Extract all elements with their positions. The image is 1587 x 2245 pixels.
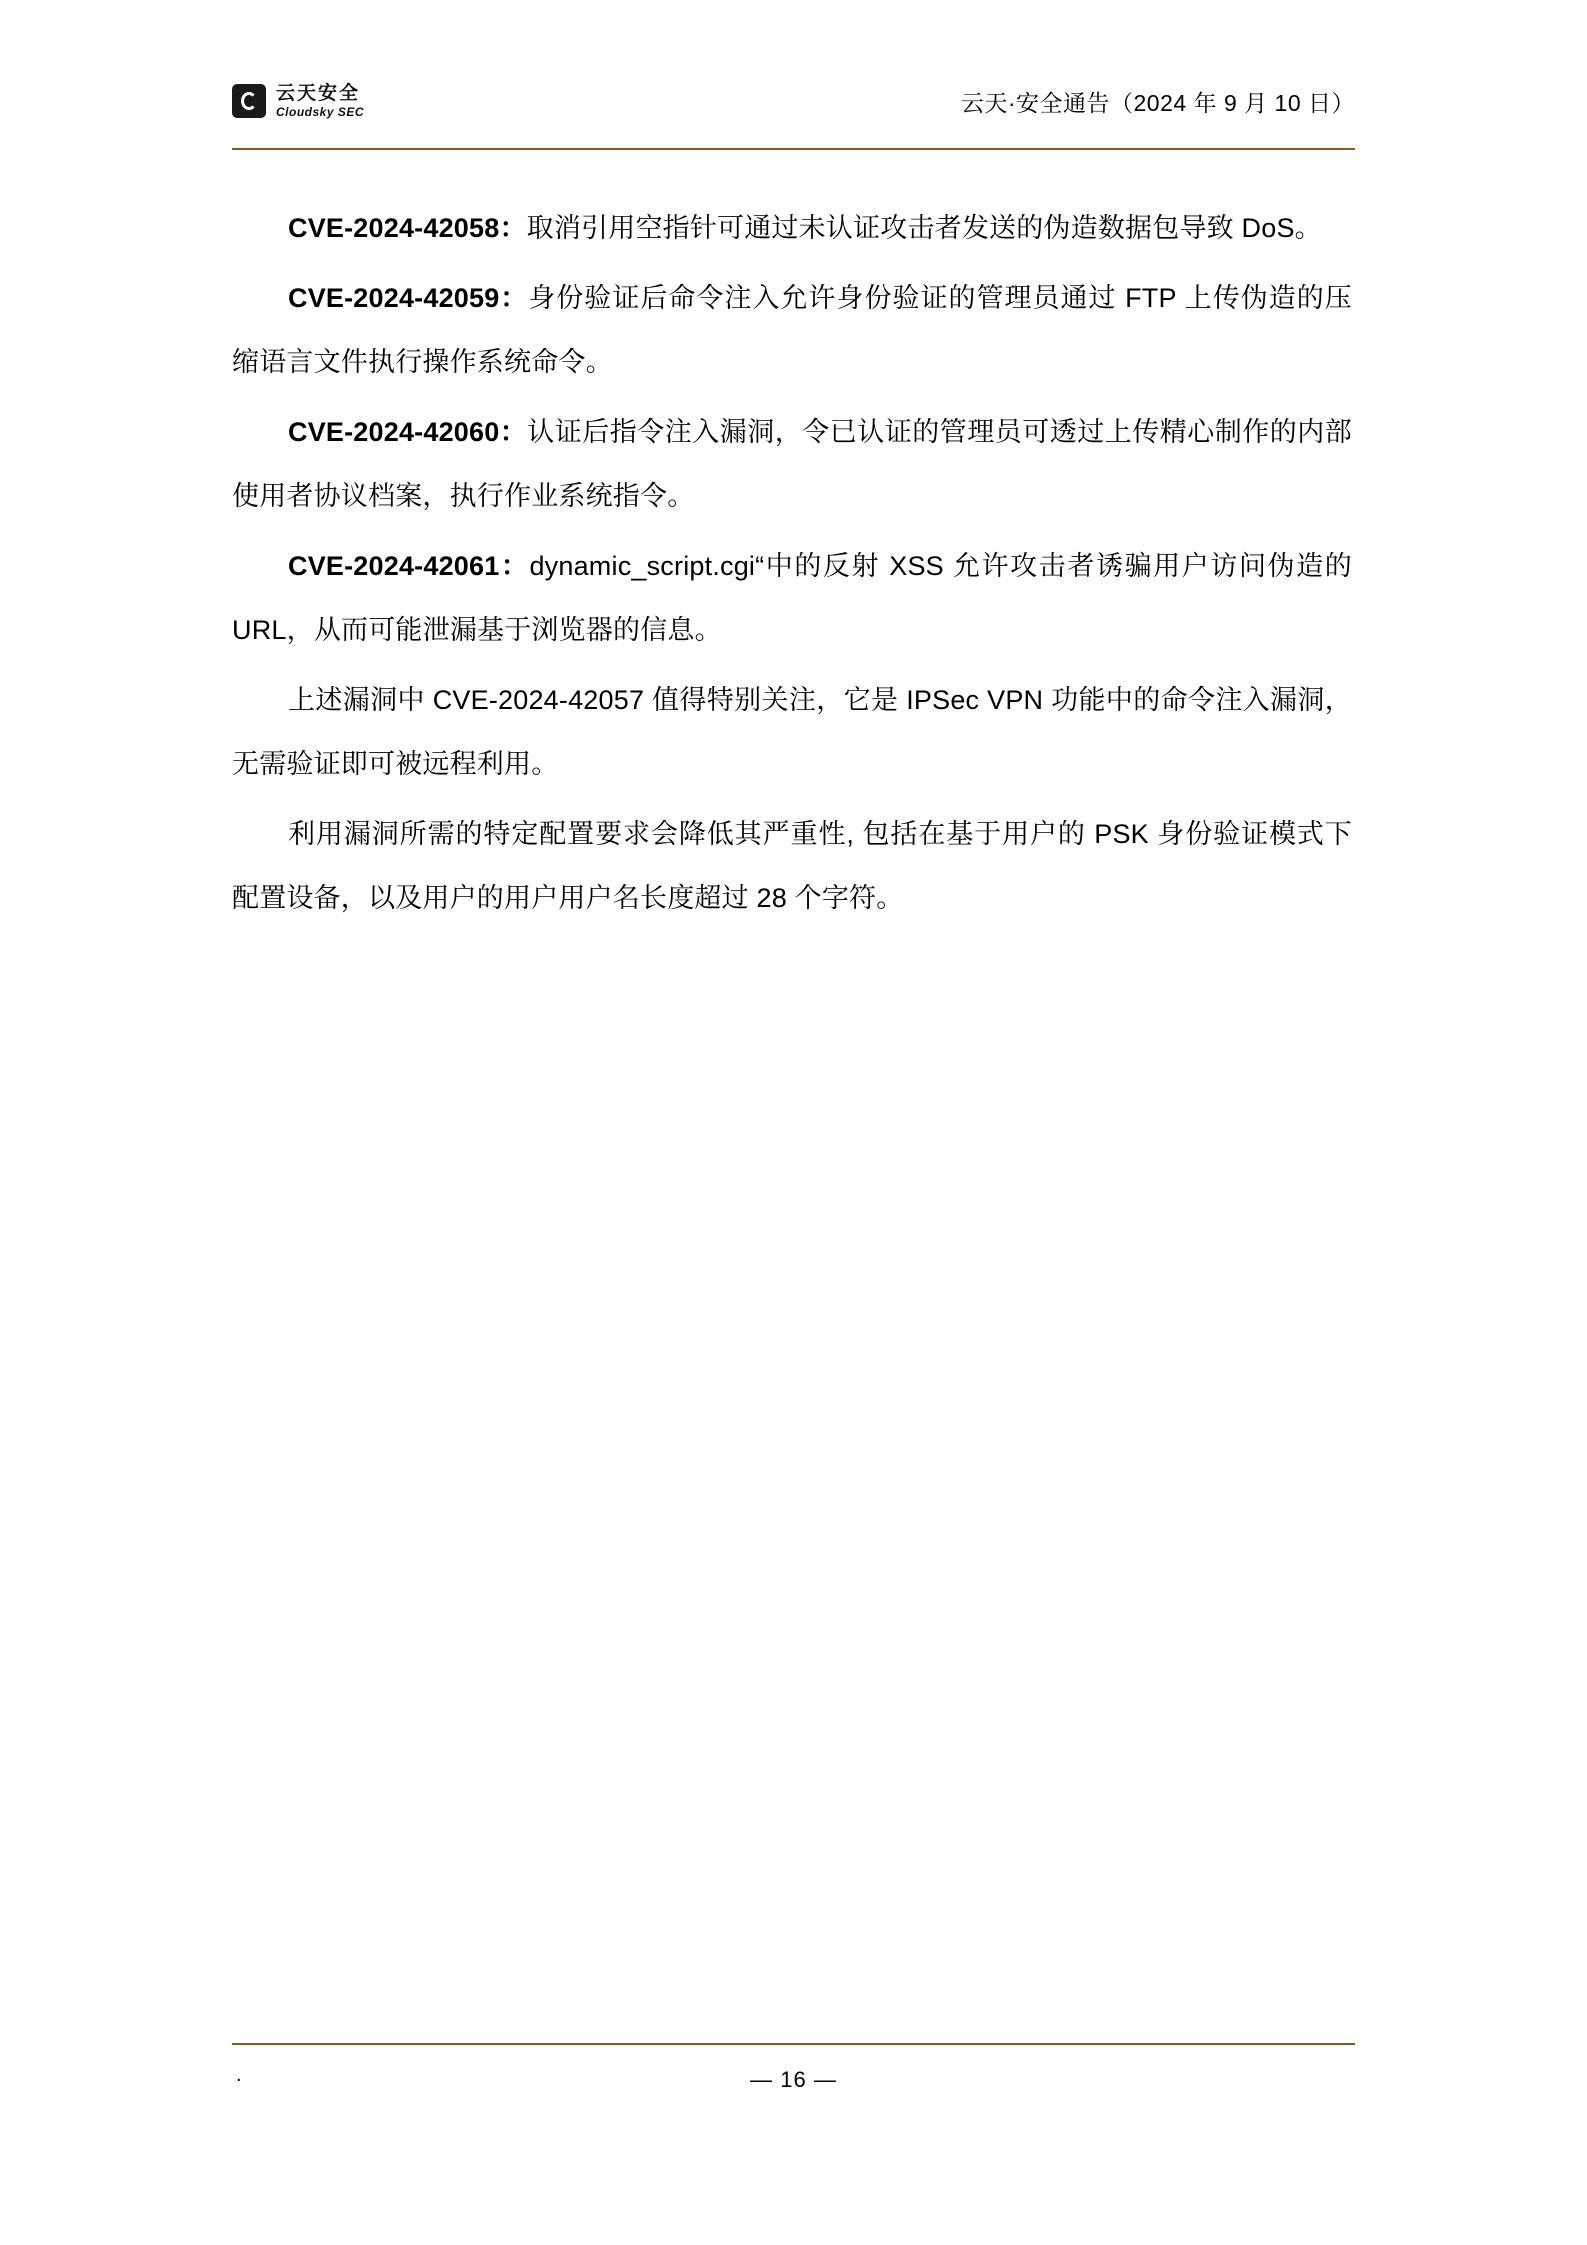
- document-body: [232, 196, 1352, 936]
- cve-id-42058: CVE-2024-42058：: [288, 213, 527, 243]
- paragraph-summary-42057: [232, 668, 1352, 796]
- summary-text-42057: 上述漏洞中 CVE-2024-42057 值得特别关注，它是 IPSec VPN 功能中的命令注入漏洞，无需验证即可被远程利用。: [232, 685, 1352, 779]
- cve-desc-42058: 取消引用空指针可通过未认证攻击者发送的伪造数据包导致 DoS。: [526, 213, 1322, 243]
- header-title: 云天·安全通告（2024 年 9 月 10 日）: [960, 89, 1355, 116]
- paragraph-cve-42058: [232, 196, 1352, 260]
- page-footer: [232, 2043, 1355, 2105]
- cve-desc-42060: 认证后指令注入漏洞，令已认证的管理员可透过上传精心制作的内部使用者协议档案，执行作业系统指令。: [232, 417, 1352, 511]
- brand-name-cn: 云天安全: [276, 82, 361, 104]
- paragraph-cve-42059: [232, 266, 1352, 394]
- cve-desc-42059: 身份验证后命令注入允许身份验证的管理员通过 FTP 上传伪造的压缩语言文件执行操作系统命令。: [232, 283, 1352, 377]
- exploit-conditions-text: 利用漏洞所需的特定配置要求会降低其严重性, 包括在基于用户的 PSK 身份验证模式下配置设备，以及用户的用户用户名长度超过 28 个字符。: [232, 819, 1352, 913]
- paragraph-cve-42060: [232, 400, 1352, 528]
- cve-id-42059: CVE-2024-42059：: [288, 283, 529, 313]
- brand-logo-text: [276, 84, 364, 119]
- header-divider: [232, 148, 1355, 150]
- cve-desc-42061: dynamic_script.cgi“中的反射 XSS 允许攻击者诱骗用户访问伪造的 URL，从而可能泄漏基于浏览器的信息。: [232, 551, 1352, 645]
- cve-id-42060: CVE-2024-42060：: [288, 417, 528, 447]
- page-header: [232, 62, 1355, 150]
- page-number: — 16 —: [750, 2067, 837, 2092]
- cve-id-42061: CVE-2024-42061：: [288, 551, 530, 581]
- shield-logo-icon: [232, 84, 266, 118]
- brand-name-en: Cloudsky SEC: [276, 104, 365, 119]
- footer-row: . — 16 —: [232, 2045, 1355, 2105]
- brand-logo: [232, 84, 364, 119]
- header-inner: [232, 62, 1355, 140]
- paragraph-cve-42061: [232, 534, 1352, 662]
- paragraph-exploit-conditions: [232, 802, 1352, 930]
